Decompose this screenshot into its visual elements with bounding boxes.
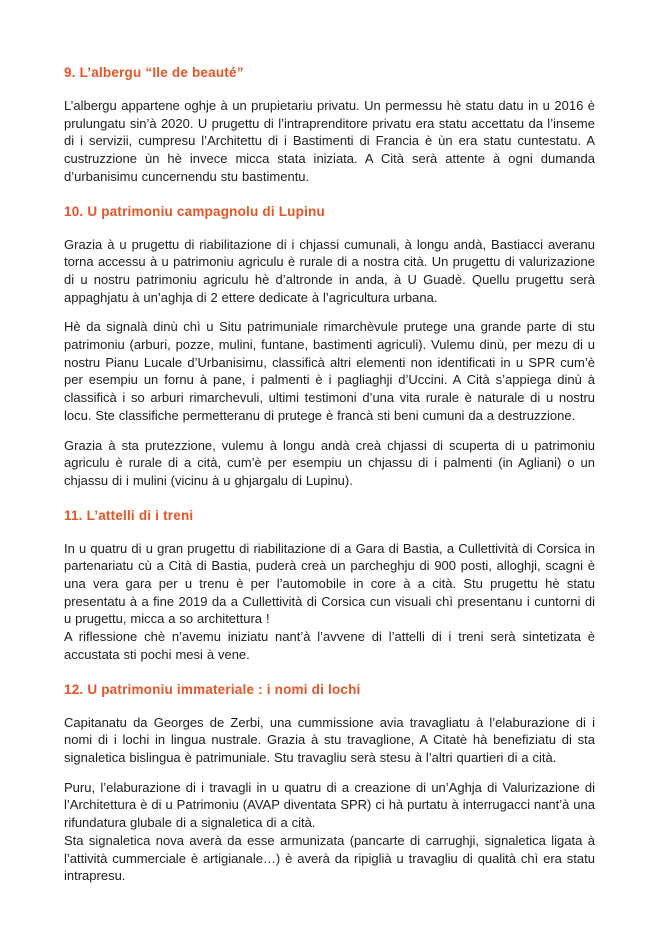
document-section: [64, 64, 595, 186]
section-heading: 9. L’albergu “Ile de beauté”: [64, 65, 244, 80]
body-paragraph: Hè da signalà dinù chì u Situ patrimuniale rimarchèvule prutege una grande parte di stu patrimoniu (arburi, pozze, mulini, funtane, bastimenti agriculi). Vulemu dinù, per mezu di u nostru Pianu Lucale d’Urbanisimu, classificà altri elementi non identificati in u SPR cum’è per esempiu un fornu à pane, i palmenti è i pagliaghji d’Uccini. A Cità s’appiega dinù à classificà i so arburi rimarchevuli, ultimi testimoni d’una vita rurale è naturale di u nostru locu. Ste classifiche permetteranu di prutege è francà sti beni cumuni da a destruzzione.: [64, 319, 595, 423]
section-heading: 11. L’attelli di i treni: [64, 507, 194, 523]
document-section: [64, 203, 595, 490]
document-section: [64, 507, 595, 664]
body-paragraph: L’albergu appartene oghje à un prupietariu privatu. Un permessu hè statu datu in u 2016 è prulungatu sin’à 2020. U prugettu di l’intraprenditore privatu era statu accettatu da l’inseme di i servizii, cumpresu l’Architettu di i Bastimenti di Francia è ùn era statu cuntestatu. A custruzzione ùn hè invece micca stata iniziata. A Cità serà attente à ogni dumanda d’urbanisimu cuncernendu stu bastimentu.: [64, 98, 595, 184]
document-sections: [64, 64, 595, 885]
body-paragraph: Grazia à u prugettu di riabilitazione di i chjassi cumunali, à longu andà, Bastiacci averanu torna accessu à u patrimoniu agriculu è rurale di a nostra cità. Un prugettu di valurizazione di u nostru patrimoniu agriculu hè d’altronde in anda, à U Guadè. Quellu prugettu serà appaghjatu à un’aghja di 2 ettere dedicate à l’agricultura urbana.: [64, 236, 595, 305]
section-heading: 10. U patrimoniu campagnolu di Lupinu: [64, 203, 325, 219]
body-paragraph: In u quatru di u gran prugettu di riabilitazione di a Gara di Bastia, a Cullettività di Corsica in partenariatu cù a Cità di Bastia, puderà creà un parcheghju di 900 posti, alloghji, scagni è una vera gara per u trenu è per l’automobile in core à a cità. Stu prugettu hè statu presentatu à a fine 2019 da a Cullettività di Corsica cun visuali chì presentanu i cuntorni di u prugettu, micca a so architettura ! A riflessione chè n’avemu iniziatu nant’à l’avvene di l’attelli di i treni serà sintetizata è accustata sti pochi mesi à vene.: [64, 540, 595, 662]
body-paragraph: Capitanatu da Georges de Zerbi, una cummissione avia travagliatu à l’elaburazione di i nomi di i lochi in lingua nustrale. Grazia à stu travaglione, A Citatè hà benefiziatu di sta signaletica bislingua è patrimuniale. Stu travagliu serà stesu à l’altri quartieri di a cità.: [64, 714, 595, 765]
section-heading: 12. U patrimoniu immateriale : i nomi di lochi: [64, 681, 361, 697]
body-paragraph: Grazia à sta prutezzione, vulemu à longu andà creà chjassi di scuperta di u patrimoniu agriculu è rurale di a cità, cum’è per esempiu un chjassu di i palmenti (in Agliani) o un chjassu di i mulini (vicinu à u ghjargalu di Lupinu).: [64, 437, 595, 488]
document-section: [64, 681, 595, 885]
body-paragraph: Puru, l’elaburazione di i travagli in u quatru di a creazione di un’Aghja di Valurizazione di l’Architettura è di u Patrimoniu (AVAP diventata SPR) ci hà purtatu à interrugacci nant’à una rifundatura glubale di a signaletica di a cità. Sta signaletica nova averà da esse armunizata (pancarte di carrughji, signaletica ligata à l’attività cummerciale è artigianale…) è averà da ripiglià u travagliu di qualità chì era statu intrapresu.: [64, 779, 595, 884]
document-content: [64, 64, 595, 897]
